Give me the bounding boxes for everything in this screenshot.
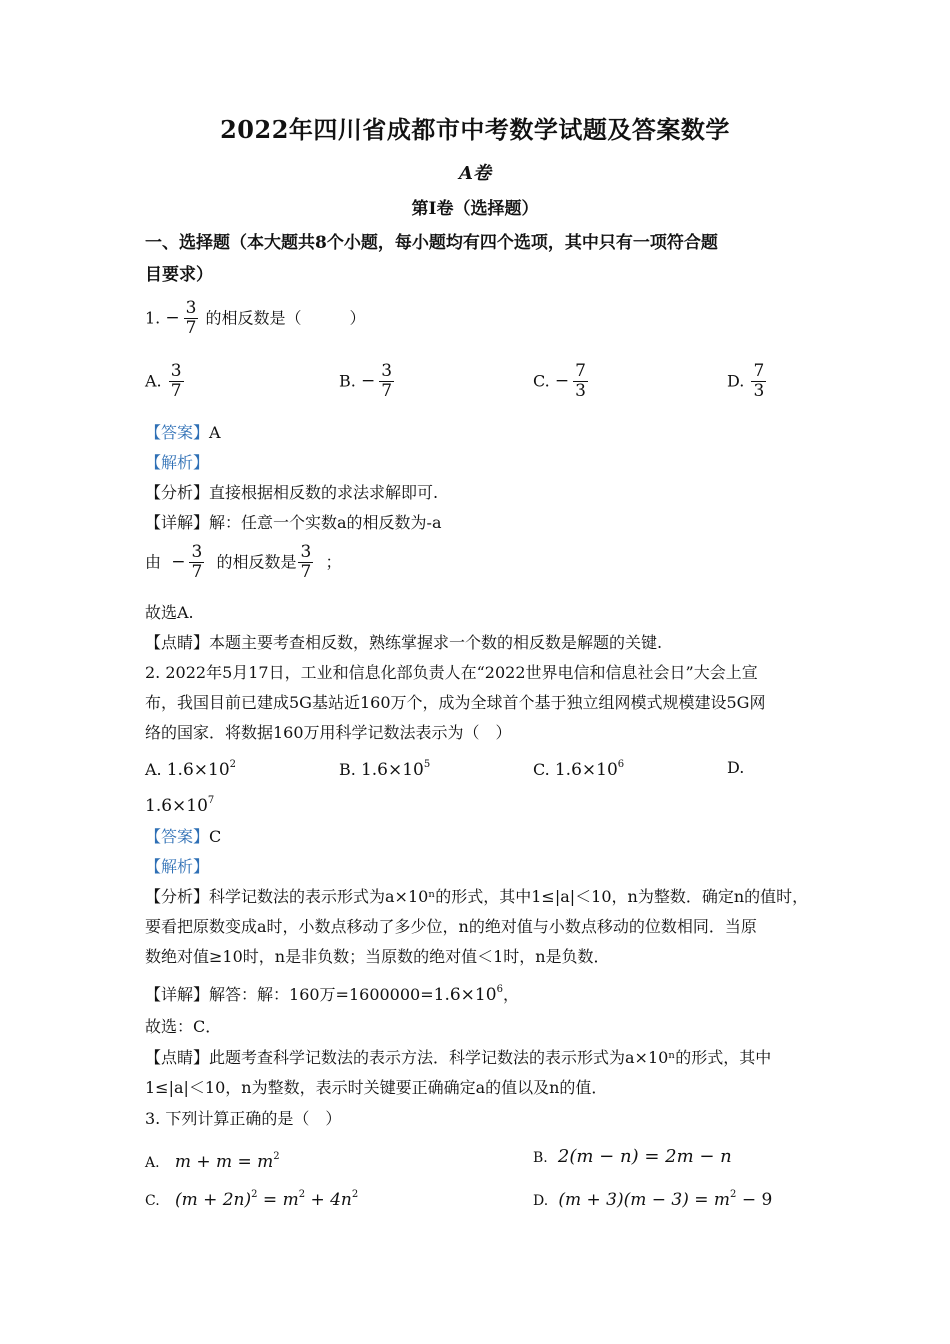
q1-choose: 故选A. (145, 603, 194, 622)
q1-step: 由 − $\frac{3}{7}$ 的相反数是 $\frac{3}{7}$ ； (145, 542, 342, 582)
section-heading: 第Ⅰ卷（选择题） (411, 199, 539, 219)
q2-comment-2: 1≤|a|＜10，n为整数，表示时关键要正确确定a的值以及n的值． (145, 1078, 608, 1097)
q1-option-b: B. − $\frac{3}{7}$ (339, 361, 393, 401)
q2-fenxi-1: 【分析】科学记数法的表示形式为a×10ⁿ的形式，其中1≤|a|＜10，n为整数．确定n的值时， (145, 887, 809, 906)
q2-fenxi-3: 数绝对值≥10时，n是非负数；当原数的绝对值＜1时，n是负数． (145, 947, 610, 966)
fraction: $\frac{3}{7}$ (170, 361, 182, 401)
paper-subtitle: A卷 (459, 163, 491, 184)
fraction: $\frac{7}{3}$ (753, 361, 765, 401)
question-1-stem: 1. − $\frac{3}{7}$ 的相反数是（ ） (145, 298, 366, 338)
q2-fenxi-2: 要看把原数变成a时，小数点移动了多少位，n的绝对值与小数点移动的位数相同．当原 (145, 917, 757, 936)
page-title: 2022年四川省成都市中考数学试题及答案数学 (220, 115, 730, 144)
q2-choose: 故选：C． (145, 1017, 222, 1036)
q2-option-a: A. $1.6\times 10^2$ (145, 759, 237, 780)
q2-option-b: B. $1.6\times 10^5$ (339, 759, 431, 780)
q2-comment-1: 【点睛】此题考查科学记数法的表示方法．科学记数法的表示形式为a×10ⁿ的形式，其中 (145, 1048, 772, 1067)
q3-option-a: A. $m + m = m^2$ (145, 1151, 280, 1172)
question-3-stem: 3. 下列计算正确的是（ ） (145, 1109, 342, 1128)
q1-option-d: D. $\frac{7}{3}$ (727, 361, 765, 401)
q2-answer: 【答案】C (145, 827, 222, 846)
q3-option-d: D. $(m + 3)(m - 3) = m^2 - 9$ (533, 1189, 773, 1210)
instructions-line-2: 目要求） (145, 265, 213, 285)
q2-option-d-label: D. (727, 758, 745, 777)
instructions-line-1: 一、选择题（本大题共8个小题，每小题均有四个选项，其中只有一项符合题 (145, 233, 718, 253)
fraction: $\frac{3}{7}$ (191, 542, 203, 582)
question-2-line-2: 布，我国目前已建成5G基站近160万个，成为全球首个基于独立组网模式规模建设5G网 (145, 693, 766, 712)
fraction: $\frac{7}{3}$ (575, 361, 586, 401)
question-2-line-1: 2. 2022年5月17日，工业和信息化部负责人在“2022世界电信和信息社会日”大会上宣 (145, 663, 758, 682)
q3-option-b: B. 2(m − n) = 2m − n (533, 1146, 732, 1167)
q1-detail: 【详解】解：任意一个实数a的相反数为-a (145, 513, 442, 532)
q1-fenxi: 【分析】直接根据相反数的求法求解即可. (145, 483, 439, 502)
q2-option-d: $1.6\times 10^7$ (145, 795, 215, 816)
q1-comment: 【点睛】本题主要考查相反数，熟练掌握求一个数的相反数是解题的关键. (145, 633, 663, 652)
q1-option-a: A. $\frac{3}{7}$ (145, 361, 182, 401)
q1-answer: 【答案】A (145, 423, 221, 442)
q2-option-c: C. $1.6\times 10^6$ (533, 759, 625, 780)
q3-option-c: C. $(m + 2n)^2 = m^2 + 4n^2$ (145, 1189, 359, 1210)
q1-option-c: C. − $\frac{7}{3}$ (533, 361, 586, 401)
q2-detail: 【详解】解答：解：160万$=1600000=1.6\times 10^6$， (145, 984, 519, 1005)
fraction: $\frac{3}{7}$ (185, 298, 197, 338)
q1-analysis-tag: 【解析】 (145, 453, 210, 472)
fraction: $\frac{3}{7}$ (381, 361, 393, 401)
fraction: $\frac{3}{7}$ (300, 542, 312, 582)
q2-analysis-tag: 【解析】 (145, 857, 210, 876)
question-2-line-3: 络的国家．将数据160万用科学记数法表示为（ ） (145, 723, 512, 742)
